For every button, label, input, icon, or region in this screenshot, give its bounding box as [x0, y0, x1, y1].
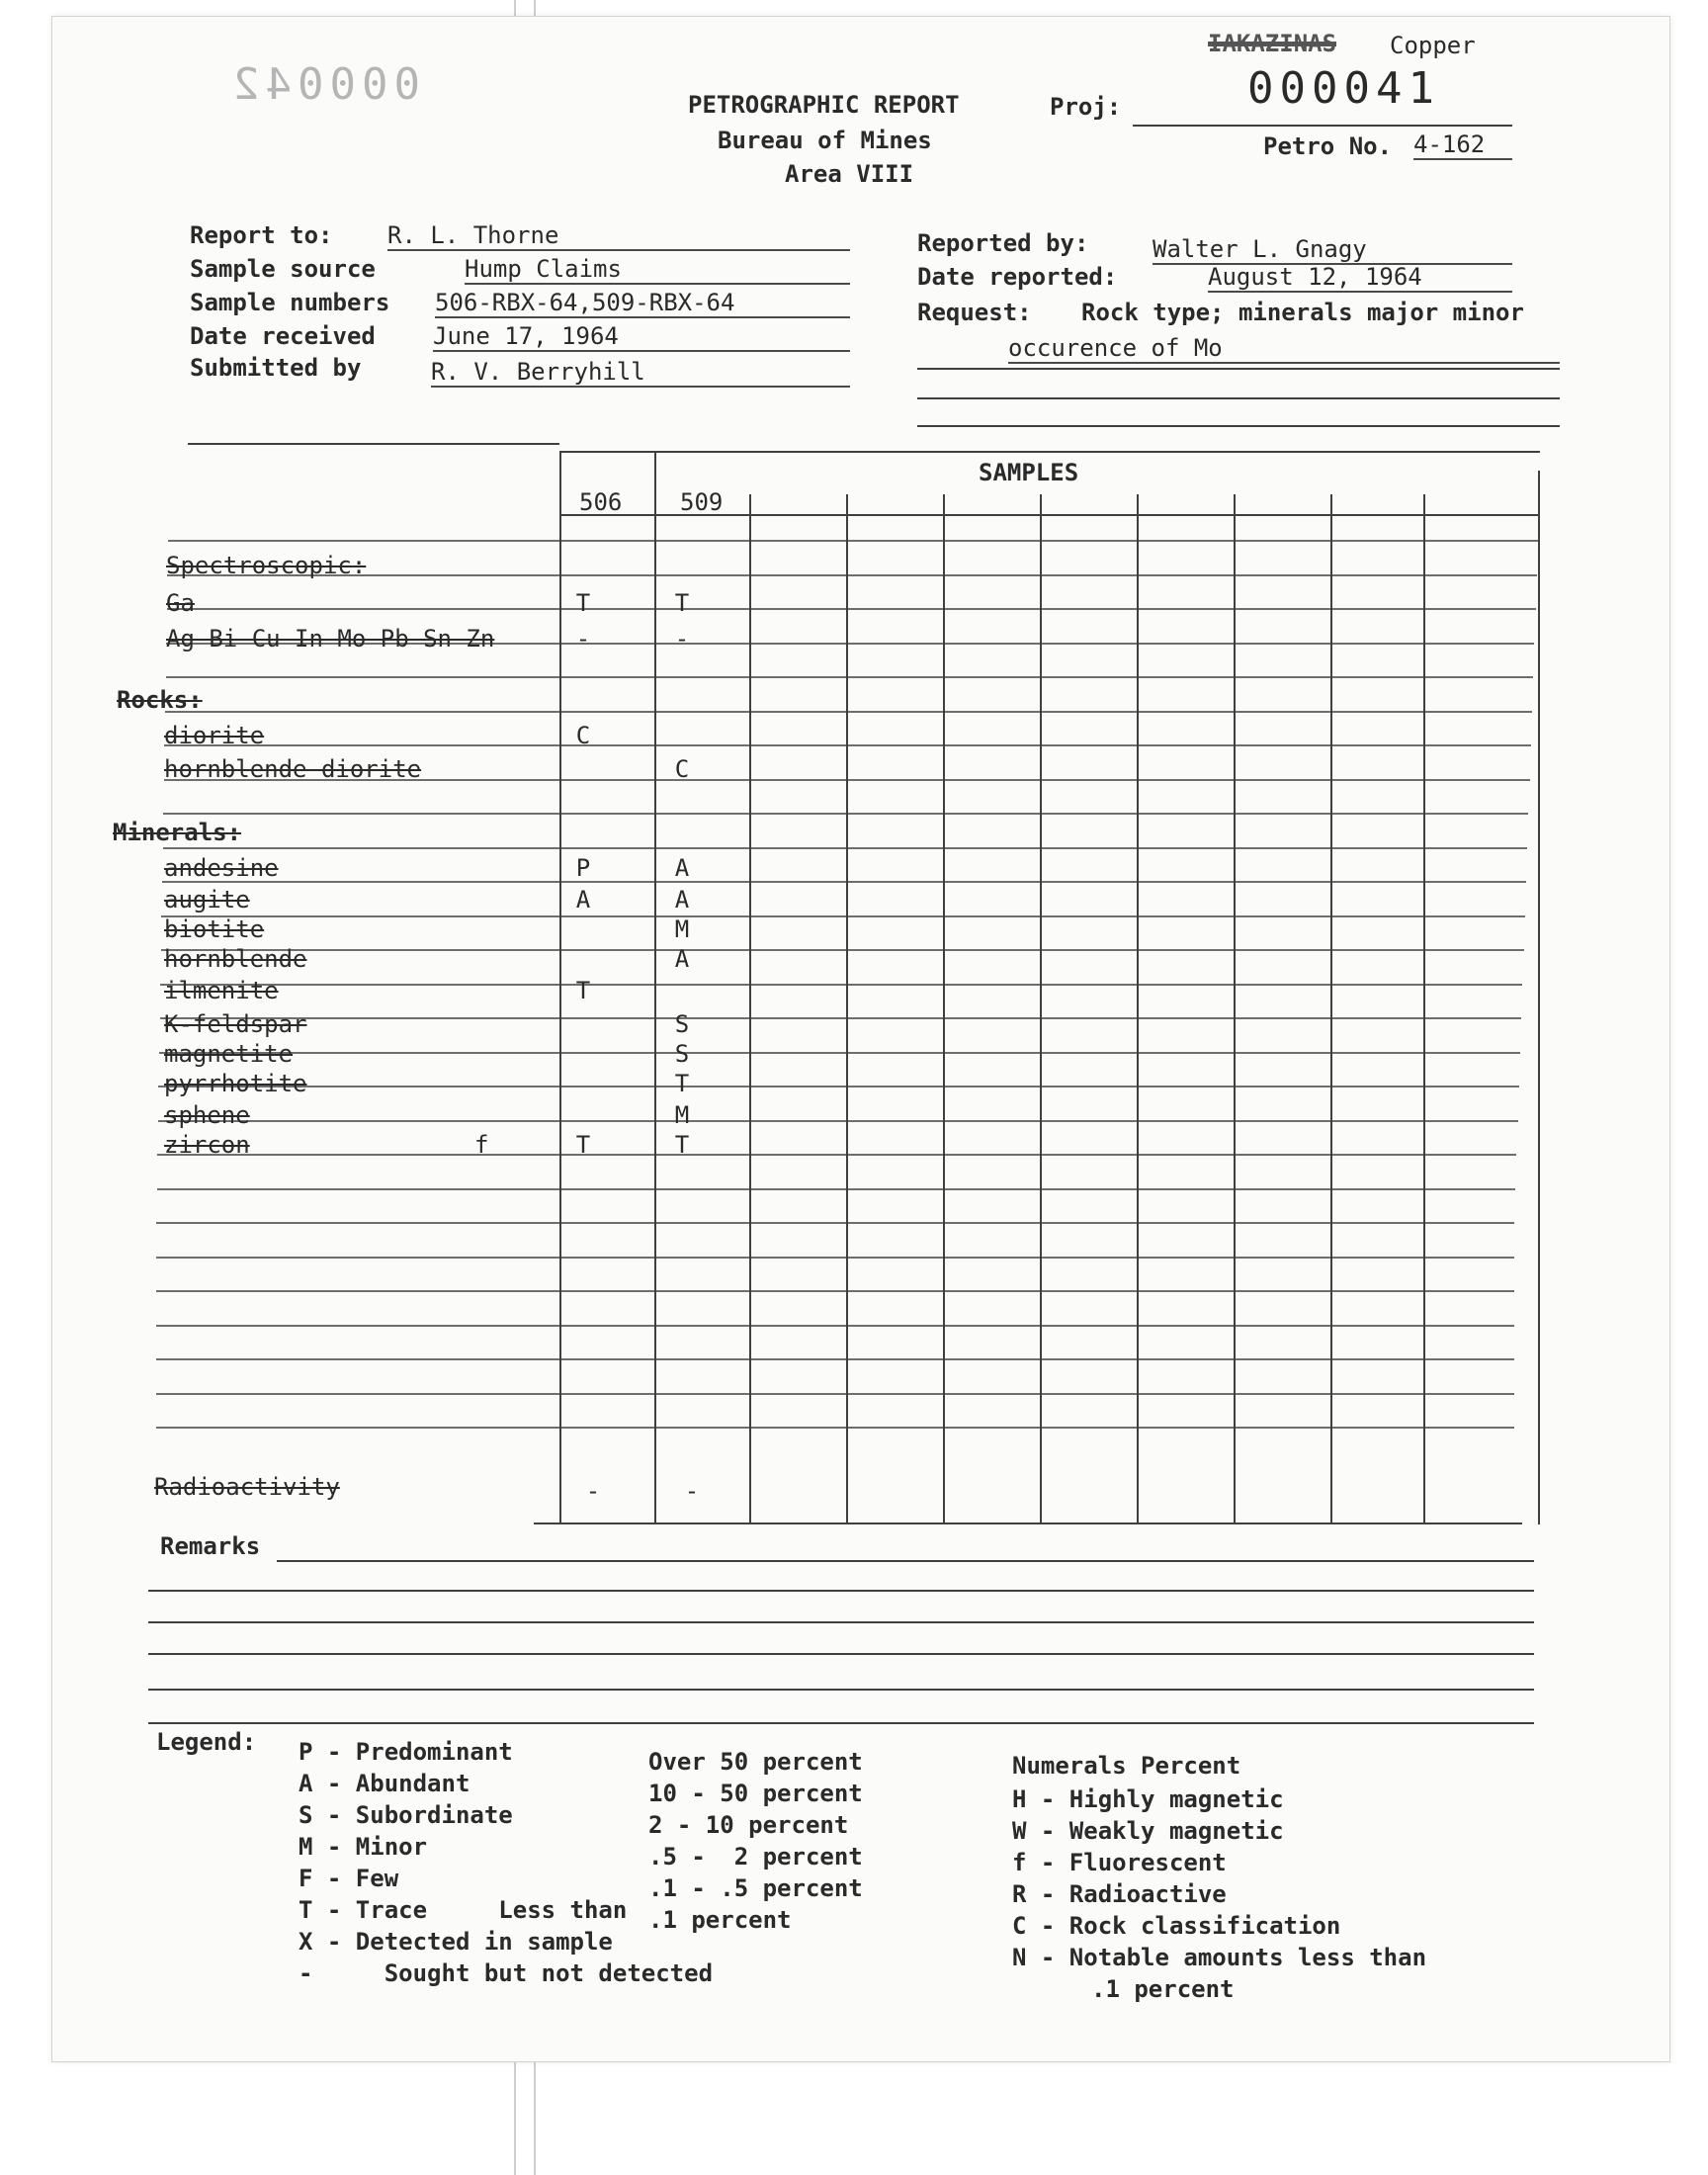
grid-row-line — [162, 881, 1526, 883]
grid-row-line — [159, 1052, 1520, 1054]
remarks-line-1 — [277, 1560, 1534, 1562]
project-word: Copper — [1390, 32, 1476, 59]
grid-row-line — [157, 1188, 1516, 1190]
grid-row-line — [167, 574, 1536, 576]
submitted-by-value: R. V. Berryhill — [431, 358, 850, 388]
row-label: pyrrhotite — [164, 1070, 307, 1097]
legend-right-item: .1 percent — [1091, 1975, 1235, 2003]
cell-s506: - — [575, 625, 591, 652]
grid-left-dash — [188, 443, 559, 445]
legend-right-item: H - Highly magnetic — [1012, 1785, 1284, 1813]
row-note: f — [474, 1131, 489, 1159]
cell-s506: A — [575, 886, 591, 914]
grid-column-line — [1234, 494, 1236, 1522]
petro-label: Petro No. — [1263, 132, 1393, 160]
cell-s509: A — [674, 854, 690, 882]
row-label: hornblende diorite — [164, 755, 422, 783]
grid-right-border — [1538, 471, 1540, 1524]
row-label: Ga — [166, 589, 195, 617]
radioactivity-label: Radioactivity — [154, 1473, 340, 1501]
row-label: ilmenite — [164, 977, 279, 1004]
grid-row-line — [165, 711, 1532, 713]
grid-column-line — [654, 451, 656, 1522]
date-received-value: June 17, 1964 — [433, 322, 850, 352]
sample-source-label: Sample source — [190, 255, 376, 283]
row-label: andesine — [164, 854, 279, 882]
row-label: biotite — [164, 915, 265, 943]
legend-range: .5 - 2 percent — [648, 1843, 863, 1870]
row-label: Ag Bi Cu In Mo Pb Sn Zn — [166, 625, 495, 652]
cell-s509: A — [674, 886, 690, 914]
cell-s509: C — [674, 755, 690, 783]
proj-label: Proj: — [1050, 93, 1122, 121]
report-to-value: R. L. Thorne — [387, 221, 850, 251]
cell-s509: T — [674, 589, 690, 617]
remarks-line-3 — [148, 1621, 1534, 1623]
sample-numbers-value: 506-RBX-64,509-RBX-64 — [435, 289, 850, 318]
sample-source-value: Hump Claims — [465, 255, 850, 285]
grid-column-line — [559, 451, 561, 1522]
sample-numbers-label: Sample numbers — [190, 289, 390, 316]
cell-s509: S — [674, 1040, 690, 1068]
cell-s509: S — [674, 1010, 690, 1038]
cell-s509: T — [674, 1131, 690, 1159]
cell-s509: M — [674, 915, 690, 943]
report-title: PETROGRAPHIC REPORT — [688, 91, 960, 119]
samples-header: SAMPLES — [979, 459, 1079, 486]
grid-row-line — [163, 847, 1528, 849]
grid-row-line — [163, 813, 1528, 815]
grid-row-line — [158, 1086, 1518, 1088]
legend-right-item: N - Notable amounts less than — [1012, 1944, 1427, 1971]
radioactivity-506: - — [585, 1477, 601, 1505]
legend-code: M - Minor — [299, 1833, 428, 1861]
legend-range: .1 percent — [648, 1906, 792, 1934]
grid-row-line — [156, 1358, 1514, 1360]
reported-by-label: Reported by: — [917, 229, 1089, 257]
legend-range: .1 - .5 percent — [648, 1874, 863, 1902]
grid-column-line — [943, 494, 945, 1522]
org-name: Bureau of Mines — [718, 127, 932, 154]
request-blank-line-3 — [917, 425, 1560, 427]
cell-s509: A — [674, 945, 690, 973]
grid-column-line — [1040, 494, 1042, 1522]
legend-range: 2 - 10 percent — [648, 1811, 849, 1839]
grid-row-line — [164, 744, 1530, 746]
row-label: magnetite — [164, 1040, 294, 1068]
legend-right-item: W - Weakly magnetic — [1012, 1817, 1284, 1845]
grid-row-line — [156, 1257, 1514, 1259]
row-label: hornblende — [164, 945, 307, 973]
grid-row-line — [156, 1290, 1514, 1292]
grid-row-line — [156, 1427, 1514, 1429]
cell-s509: M — [674, 1101, 690, 1129]
remarks-line-6 — [148, 1722, 1534, 1724]
petro-number: 4-162 — [1413, 130, 1512, 160]
grid-row-line — [160, 984, 1522, 986]
legend-range: Over 50 percent — [648, 1748, 863, 1776]
grid-row-line — [161, 915, 1524, 917]
legend-code: X - Detected in sample — [299, 1928, 613, 1956]
cell-s506: T — [575, 589, 591, 617]
grid-row-line — [157, 1154, 1516, 1156]
legend-code: T - Trace Less than — [299, 1896, 628, 1924]
grid-row-line — [161, 949, 1524, 951]
section-minerals: Minerals: — [113, 819, 242, 846]
legend-code: S - Subordinate — [299, 1801, 513, 1829]
row-label: zircon — [164, 1131, 250, 1159]
grid-row-line — [156, 1222, 1514, 1224]
legend-right-item: f - Fluorescent — [1012, 1849, 1227, 1876]
grid-column-line — [1330, 494, 1332, 1522]
cell-s509: - — [674, 625, 690, 652]
remarks-line-4 — [148, 1653, 1534, 1655]
area-name: Area VIII — [785, 160, 914, 188]
sample-id-509: 509 — [680, 488, 724, 516]
request-label: Request: — [917, 299, 1032, 326]
legend-title: Legend: — [156, 1728, 257, 1756]
grid-row-line — [156, 1325, 1514, 1327]
report-to-label: Report to: — [190, 221, 333, 249]
request-blank-line-1 — [917, 368, 1560, 370]
grid-row-line — [156, 1393, 1514, 1395]
legend-code: - Sought but not detected — [299, 1959, 714, 1987]
row-label: sphene — [164, 1101, 250, 1129]
date-reported-label: Date reported: — [917, 263, 1118, 291]
grid-column-line — [1137, 494, 1139, 1522]
legend-code: P - Predominant — [299, 1738, 513, 1766]
cell-s506: T — [575, 1131, 591, 1159]
cell-s506: T — [575, 977, 591, 1004]
grid-row-line — [160, 1017, 1522, 1019]
date-received-label: Date received — [190, 322, 376, 350]
grid-top-border — [559, 451, 1540, 453]
grid-row-line — [168, 540, 1538, 542]
stamp-number: 000041 — [1247, 63, 1440, 114]
section-spectroscopic: Spectroscopic: — [166, 552, 367, 579]
date-reported-value: August 12, 1964 — [1208, 263, 1512, 293]
legend-right-title: Numerals Percent — [1012, 1752, 1241, 1780]
cell-s506: C — [575, 722, 591, 749]
remarks-line-5 — [148, 1689, 1534, 1691]
legend-right-item: R - Radioactive — [1012, 1880, 1227, 1908]
reported-by-value: Walter L. Gnagy — [1153, 235, 1512, 265]
legend-range: 10 - 50 percent — [648, 1780, 863, 1807]
proj-line — [1133, 125, 1512, 127]
legend-right-item: C - Rock classification — [1012, 1912, 1341, 1940]
section-rocks: Rocks: — [117, 686, 203, 714]
project-word-struck: IAKAZINAS — [1208, 30, 1337, 57]
row-label: diorite — [164, 722, 265, 749]
sample-id-506: 506 — [579, 488, 623, 516]
grid-row-line — [158, 1120, 1518, 1122]
grid-column-line — [1423, 494, 1425, 1522]
cell-s509: T — [674, 1070, 690, 1097]
radioactivity-509: - — [684, 1477, 700, 1505]
submitted-by-label: Submitted by — [190, 354, 362, 382]
request-blank-line-2 — [917, 397, 1560, 399]
row-label: augite — [164, 886, 250, 914]
remarks-line-2 — [148, 1590, 1534, 1592]
grid-column-line — [749, 494, 751, 1522]
grid-row-line — [166, 676, 1534, 678]
request-line-1: Rock type; minerals major minor — [1081, 299, 1524, 326]
faint-corner-number: 000042 — [227, 59, 420, 110]
grid-bottom-border — [534, 1522, 1522, 1524]
grid-column-line — [846, 494, 848, 1522]
row-label: K-feldspar — [164, 1010, 307, 1038]
legend-code: F - Few — [299, 1865, 399, 1892]
remarks-label: Remarks — [160, 1532, 261, 1560]
legend-code: A - Abundant — [299, 1770, 470, 1797]
request-line-2: occurence of Mo — [1008, 334, 1560, 364]
grid-row-line — [167, 608, 1536, 610]
cell-s506: P — [575, 854, 591, 882]
